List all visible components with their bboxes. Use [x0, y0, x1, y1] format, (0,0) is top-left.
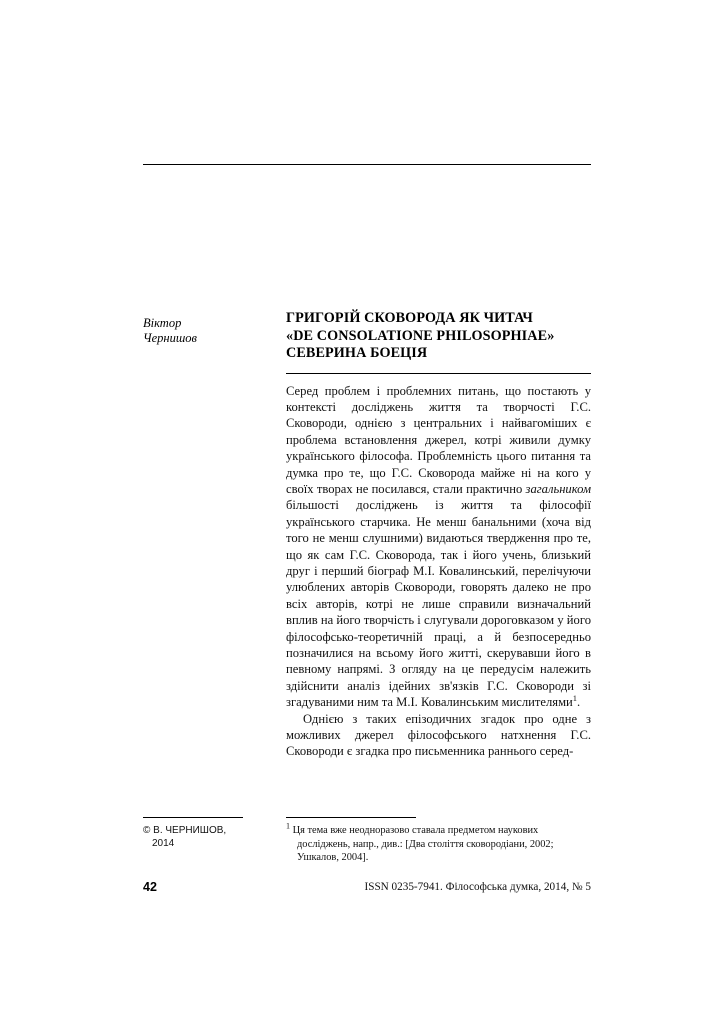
paragraph-1-text-c: . [577, 695, 581, 710]
article-title [286, 310, 591, 363]
footer-issn: ISSN 0235-7941. Філософська думка, 2014, № 5 [364, 881, 591, 893]
paragraph-1-text-b: більшості досліджень із життя та філософії українського старчика. Не менш банальними (хоча від того не менш слушними) видаються твердження про те, що як сам Г.С. Сковорода, так і його учень, близький друг і перший біограф М.І. Ковалинський, перелічуючи улюблених авторів Сковороди, говорять далеко не про всіх авторів, котрі не лише справили визначальний вплив на його творчість і слугували дороговказом у його філософсько-теоретичній праці, а й безпосередньо позначилися на всьому його житті, скерувавши його в певному напрямі. З огляду на це передусім належить здійснити аналіз ідейних зв'язків Г.С. Сковороди зі згадуваними ним та М.І. Ковалинським мислителями [286, 498, 591, 710]
article-body [286, 383, 591, 760]
footnote-text-line-3: Ушкалов, 2004]. [297, 852, 369, 864]
footnote-rule [286, 817, 416, 818]
header-rule [143, 164, 591, 165]
footnote-text: Ця тема вже неодноразово ставала предметом наукових [292, 825, 539, 836]
article-title-line-3: СЕВЕРИНА БОЕЦІЯ [286, 345, 428, 361]
paragraph-1-emphasis: загальником [525, 481, 591, 496]
footnote-marker: 1 [286, 821, 290, 831]
article-block [286, 310, 591, 760]
page-number: 42 [143, 880, 157, 894]
footnote-reference-1: 1 [572, 693, 578, 704]
article-title-line-1: ГРИГОРІЙ СКОВОРОДА ЯК ЧИТАЧ [286, 310, 533, 326]
paragraph-1 [286, 383, 591, 711]
copyright-block [143, 824, 263, 850]
author-block [143, 316, 265, 346]
author-last-name: Чернишов [143, 331, 197, 345]
paragraph-1-text-a: Серед проблем і проблемних питань, що постають у контексті досліджень життя та творчості Г.С. Сковороди, однією з центральних і найвагоміших є проблема встановлення джерел, котрі живили думку українського філософа. Проблемність цього питання та думка про те, що Г.С. Сковорода майже ні на кого у своїх творах не посилався, стали практично [286, 383, 591, 496]
footnote-block [286, 821, 591, 865]
article-title-line-2: «DE CONSOLATIONE PHILOSOPHIAE» [286, 327, 555, 344]
author-first-name: Віктор [143, 316, 182, 330]
title-rule [286, 373, 591, 374]
footnote-text-line-2: досліджень, напр., див.: [Два століття сковородіани, 2002; [297, 838, 554, 850]
copyright-rule [143, 817, 243, 818]
copyright-line-1: © В. ЧЕРНИШОВ, [143, 825, 227, 836]
paragraph-2: Однією з таких епізодичних згадок про одне з можливих джерел філософського натхнення Г.С. Сковороди є згадка про письменника раннього серед- [286, 711, 591, 759]
copyright-line-2: 2014 [152, 838, 175, 849]
